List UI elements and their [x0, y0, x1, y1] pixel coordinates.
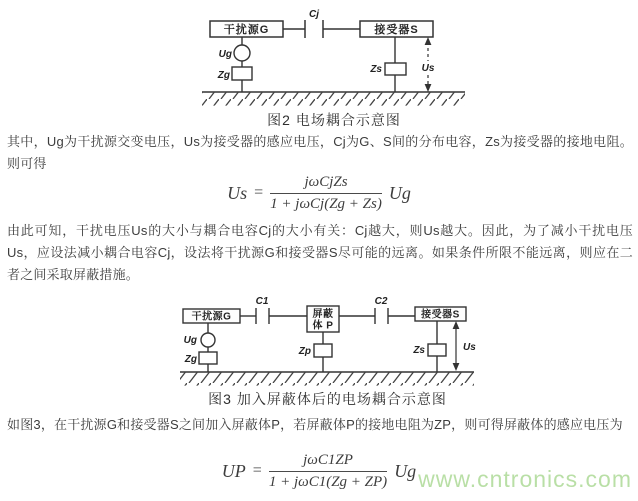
zg-label: Zg: [184, 354, 197, 365]
voltage-source-circle: [234, 45, 250, 61]
c2-label: C2: [374, 296, 388, 307]
formula-us: [0, 170, 638, 216]
capacitor-c1: [240, 308, 307, 324]
formula-up-multiplier: Ug: [394, 460, 417, 481]
receiver-label: 接受器S: [421, 309, 460, 321]
shield-label-line2: 体 P: [312, 320, 334, 332]
formula-up-numerator: jωC1ZP: [269, 452, 387, 472]
interference-source-label: 干扰源G: [191, 311, 232, 323]
interference-source-label: 干扰源G: [223, 24, 270, 36]
impedance-zg: [199, 352, 217, 364]
us-label: Us: [463, 342, 476, 353]
impedance-zg: [232, 67, 252, 80]
formula-us-denominator: 1 + jωCj(Zg + Zs): [270, 195, 382, 212]
receiver-branch: [385, 37, 406, 92]
us-arrow: [453, 321, 460, 371]
c1-label: C1: [255, 296, 269, 307]
formula-us-multiplier: Ug: [388, 182, 411, 203]
impedance-zs: [428, 344, 446, 356]
ground-symbol: [202, 92, 465, 106]
paragraph-3: 如图3，在干扰源G和接受器S之间加入屏蔽体P，若屏蔽体P的接地电阻为ZP，则可得屏蔽体的感应电压为: [7, 417, 623, 432]
source-branch: [199, 323, 217, 372]
cj-label: Cj: [309, 9, 319, 20]
formula-up-equals: =: [252, 462, 262, 479]
impedance-zs: [385, 63, 406, 75]
coupling-capacitor-cj: [283, 20, 360, 38]
shield-branch: [314, 332, 332, 372]
formula-up-lhs: UP: [221, 460, 246, 481]
ground-symbol: [180, 372, 474, 386]
figure-2-diagram: [195, 8, 473, 108]
site-watermark: www.cntronics.com: [418, 466, 632, 492]
formula-us-fraction: [270, 174, 382, 213]
formula-us-lhs: Us: [227, 182, 248, 203]
paragraph-2: 由此可知，干扰电压Us的大小与耦合电容Cj的大小有关：Cj越大，则Us越大。因此，为了减小干扰电压Us，应设法减小耦合电容Cj，设法将干扰源G和接受器S尽可能的远离。如果条件所限不能远离，则应在二者之间采取屏蔽措施。: [7, 223, 633, 282]
zs-label: Zs: [413, 345, 425, 356]
zg-label: Zg: [217, 70, 230, 81]
zp-label: Zp: [298, 346, 311, 357]
paragraph-1: 其中，Ug为干扰源交变电压，Us为接受器的感应电压，Cj为G、S间的分布电容，Zs为接受器的接地电阻。则可得: [7, 134, 633, 171]
receiver-label: 接受器S: [374, 24, 419, 36]
impedance-zp: [314, 344, 332, 357]
formula-us-numerator: jωCjZs: [270, 174, 382, 194]
zs-label: Zs: [370, 64, 382, 75]
source-branch: [232, 37, 252, 92]
formula-us-equals: =: [254, 184, 264, 201]
figure-2: [195, 8, 473, 130]
us-label: Us: [421, 63, 435, 74]
receiver-branch: [428, 321, 446, 372]
figure-3-caption: 图3 加入屏蔽体后的电场耦合示意图: [208, 391, 447, 407]
figure-2-caption: 图2 电场耦合示意图: [267, 112, 401, 128]
figure-3-diagram: [175, 292, 480, 387]
capacitor-c2: [339, 308, 415, 324]
figure-3: [175, 292, 480, 409]
shield-label-line1: 屏蔽: [312, 309, 334, 320]
voltage-source-circle: [201, 333, 215, 347]
ug-label: Ug: [183, 335, 197, 346]
formula-up-denominator: 1 + jωC1(Zg + ZP): [268, 473, 388, 490]
formula-up-fraction: [269, 452, 387, 491]
ug-label: Ug: [218, 49, 232, 60]
